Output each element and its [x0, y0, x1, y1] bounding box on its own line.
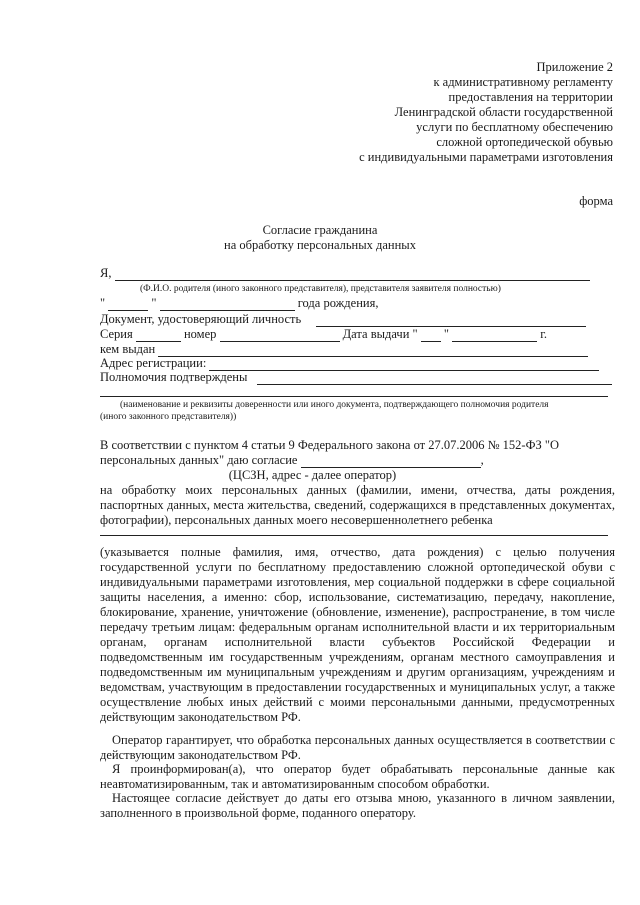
series-row	[100, 327, 547, 342]
consent-intro	[100, 438, 615, 483]
document-title	[0, 223, 640, 253]
form-label: форма	[579, 194, 613, 208]
quote-open: "	[100, 296, 106, 310]
authority-line[interactable]	[100, 396, 608, 397]
appendix-line: с индивидуальными параметрами изготовления	[359, 150, 613, 164]
name-row	[100, 266, 590, 281]
birth-day-field[interactable]	[108, 298, 148, 311]
intro-line: В соответствии с пунктом 4 статьи 9 Федерального закона от 27.07.2006 № 152-ФЗ "О	[100, 438, 559, 452]
title-line: Согласие гражданина	[262, 223, 378, 237]
name-field[interactable]	[115, 268, 590, 281]
informed-paragraph: Я проинформирован(а), что оператор будет обрабатывать персональные данные как неавтоматизированным, так и автоматизированным способом обработки.	[100, 762, 615, 791]
operator-field[interactable]	[301, 455, 481, 468]
appendix-line: Ленинградской области государственной	[394, 105, 613, 119]
child-name-line[interactable]	[100, 535, 608, 536]
purpose-paragraph: (указывается полные фамилия, имя, отчество, дата рождения) с целью получения государственной услуги по бесплатному предоставлению сложной ортопедической обуви с индивидуальными параметрами изготовления, мер социальной поддержки в сфере социальной защиты населения, а именно: сбор, использование, систематизацию, передачу, накопление, блокирование, хранение, уничтожение (обновление, изменение), распространение, в том числе передачу третьим лицам: федеральным органам исполнительной власти и их территориальным органам, органам исполнительной власти субъектов Российской Федерации и подведомственным им государственным учреждениям, органам местного самоуправления и подведомственным им муниципальным учреждениям и другим организациям, учреждениям и ведомствам, участвующим в предоставлении государственных и муниципальных услуг, а также осуществление любых иных действий с моими персональными данными, предусмотренных действующим законодательством РФ.	[100, 545, 615, 724]
document-row	[100, 312, 586, 327]
fio-caption: (Ф.И.О. родителя (иного законного представителя), представителя заявителя полностью)	[140, 284, 501, 294]
document-label: Документ, удостоверяющий личность	[100, 312, 302, 326]
issued-by-row	[100, 342, 588, 357]
appendix-line: предоставления на территории	[448, 90, 613, 104]
quote-close: "	[151, 296, 157, 310]
issued-by-label: кем выдан	[100, 342, 156, 356]
number-label: номер	[183, 327, 217, 341]
authority-row	[100, 370, 612, 385]
year-suffix: г.	[540, 327, 548, 341]
year-of-birth-label: года рождения,	[297, 296, 379, 310]
appendix-line: Приложение 2	[536, 60, 613, 74]
appendix-line: к административному регламенту	[433, 75, 613, 89]
authority-caption: (иного законного представителя))	[100, 412, 237, 422]
intro-consent-text: персональных данных" даю согласие	[100, 453, 298, 467]
series-field[interactable]	[136, 329, 181, 342]
validity-paragraph: Настоящее согласие действует до даты его отзыва мною, указанного в личном заявлении, заполненного в произвольной форме, поданного оператору.	[100, 791, 615, 820]
issue-day-field[interactable]	[421, 329, 441, 342]
title-line: на обработку персональных данных	[224, 238, 416, 252]
address-label: Адрес регистрации:	[100, 356, 207, 370]
intro-line-2	[100, 453, 615, 468]
ya-label: Я,	[100, 266, 112, 280]
authority-caption: (наименование и реквизиты доверенности или иного документа, подтверждающего полномочия родителя	[120, 400, 549, 410]
intro-comma: ,	[480, 453, 484, 467]
operator-caption: (ЦСЗН, адрес - далее оператор)	[228, 468, 397, 482]
birth-month-field[interactable]	[160, 298, 295, 311]
series-label: Серия	[100, 327, 133, 341]
appendix-line: сложной ортопедической обувью	[436, 135, 613, 149]
number-field[interactable]	[220, 329, 340, 342]
authority-field[interactable]	[257, 372, 612, 385]
operator-guarantee: Оператор гарантирует, что обработка персональных данных осуществляется в соответствии с действующим законодательством РФ.	[100, 733, 615, 762]
authority-label: Полномочия подтверждены	[100, 370, 248, 384]
issue-date-quote: "	[443, 327, 449, 341]
appendix-header	[273, 60, 613, 165]
birth-row	[100, 296, 378, 311]
document-field[interactable]	[316, 314, 586, 327]
issue-date-label: Дата выдачи "	[342, 327, 418, 341]
issue-month-field[interactable]	[452, 329, 537, 342]
address-row	[100, 356, 599, 371]
appendix-line: услуги по бесплатному обеспечению	[416, 120, 613, 134]
data-list-paragraph: на обработку моих персональных данных (фамилии, имени, отчества, даты рождения, паспортных данных, места жительства, сведений, содержащихся в представленных документах, фотографии), персональных данных моего несовершеннолетнего ребенка	[100, 483, 615, 527]
